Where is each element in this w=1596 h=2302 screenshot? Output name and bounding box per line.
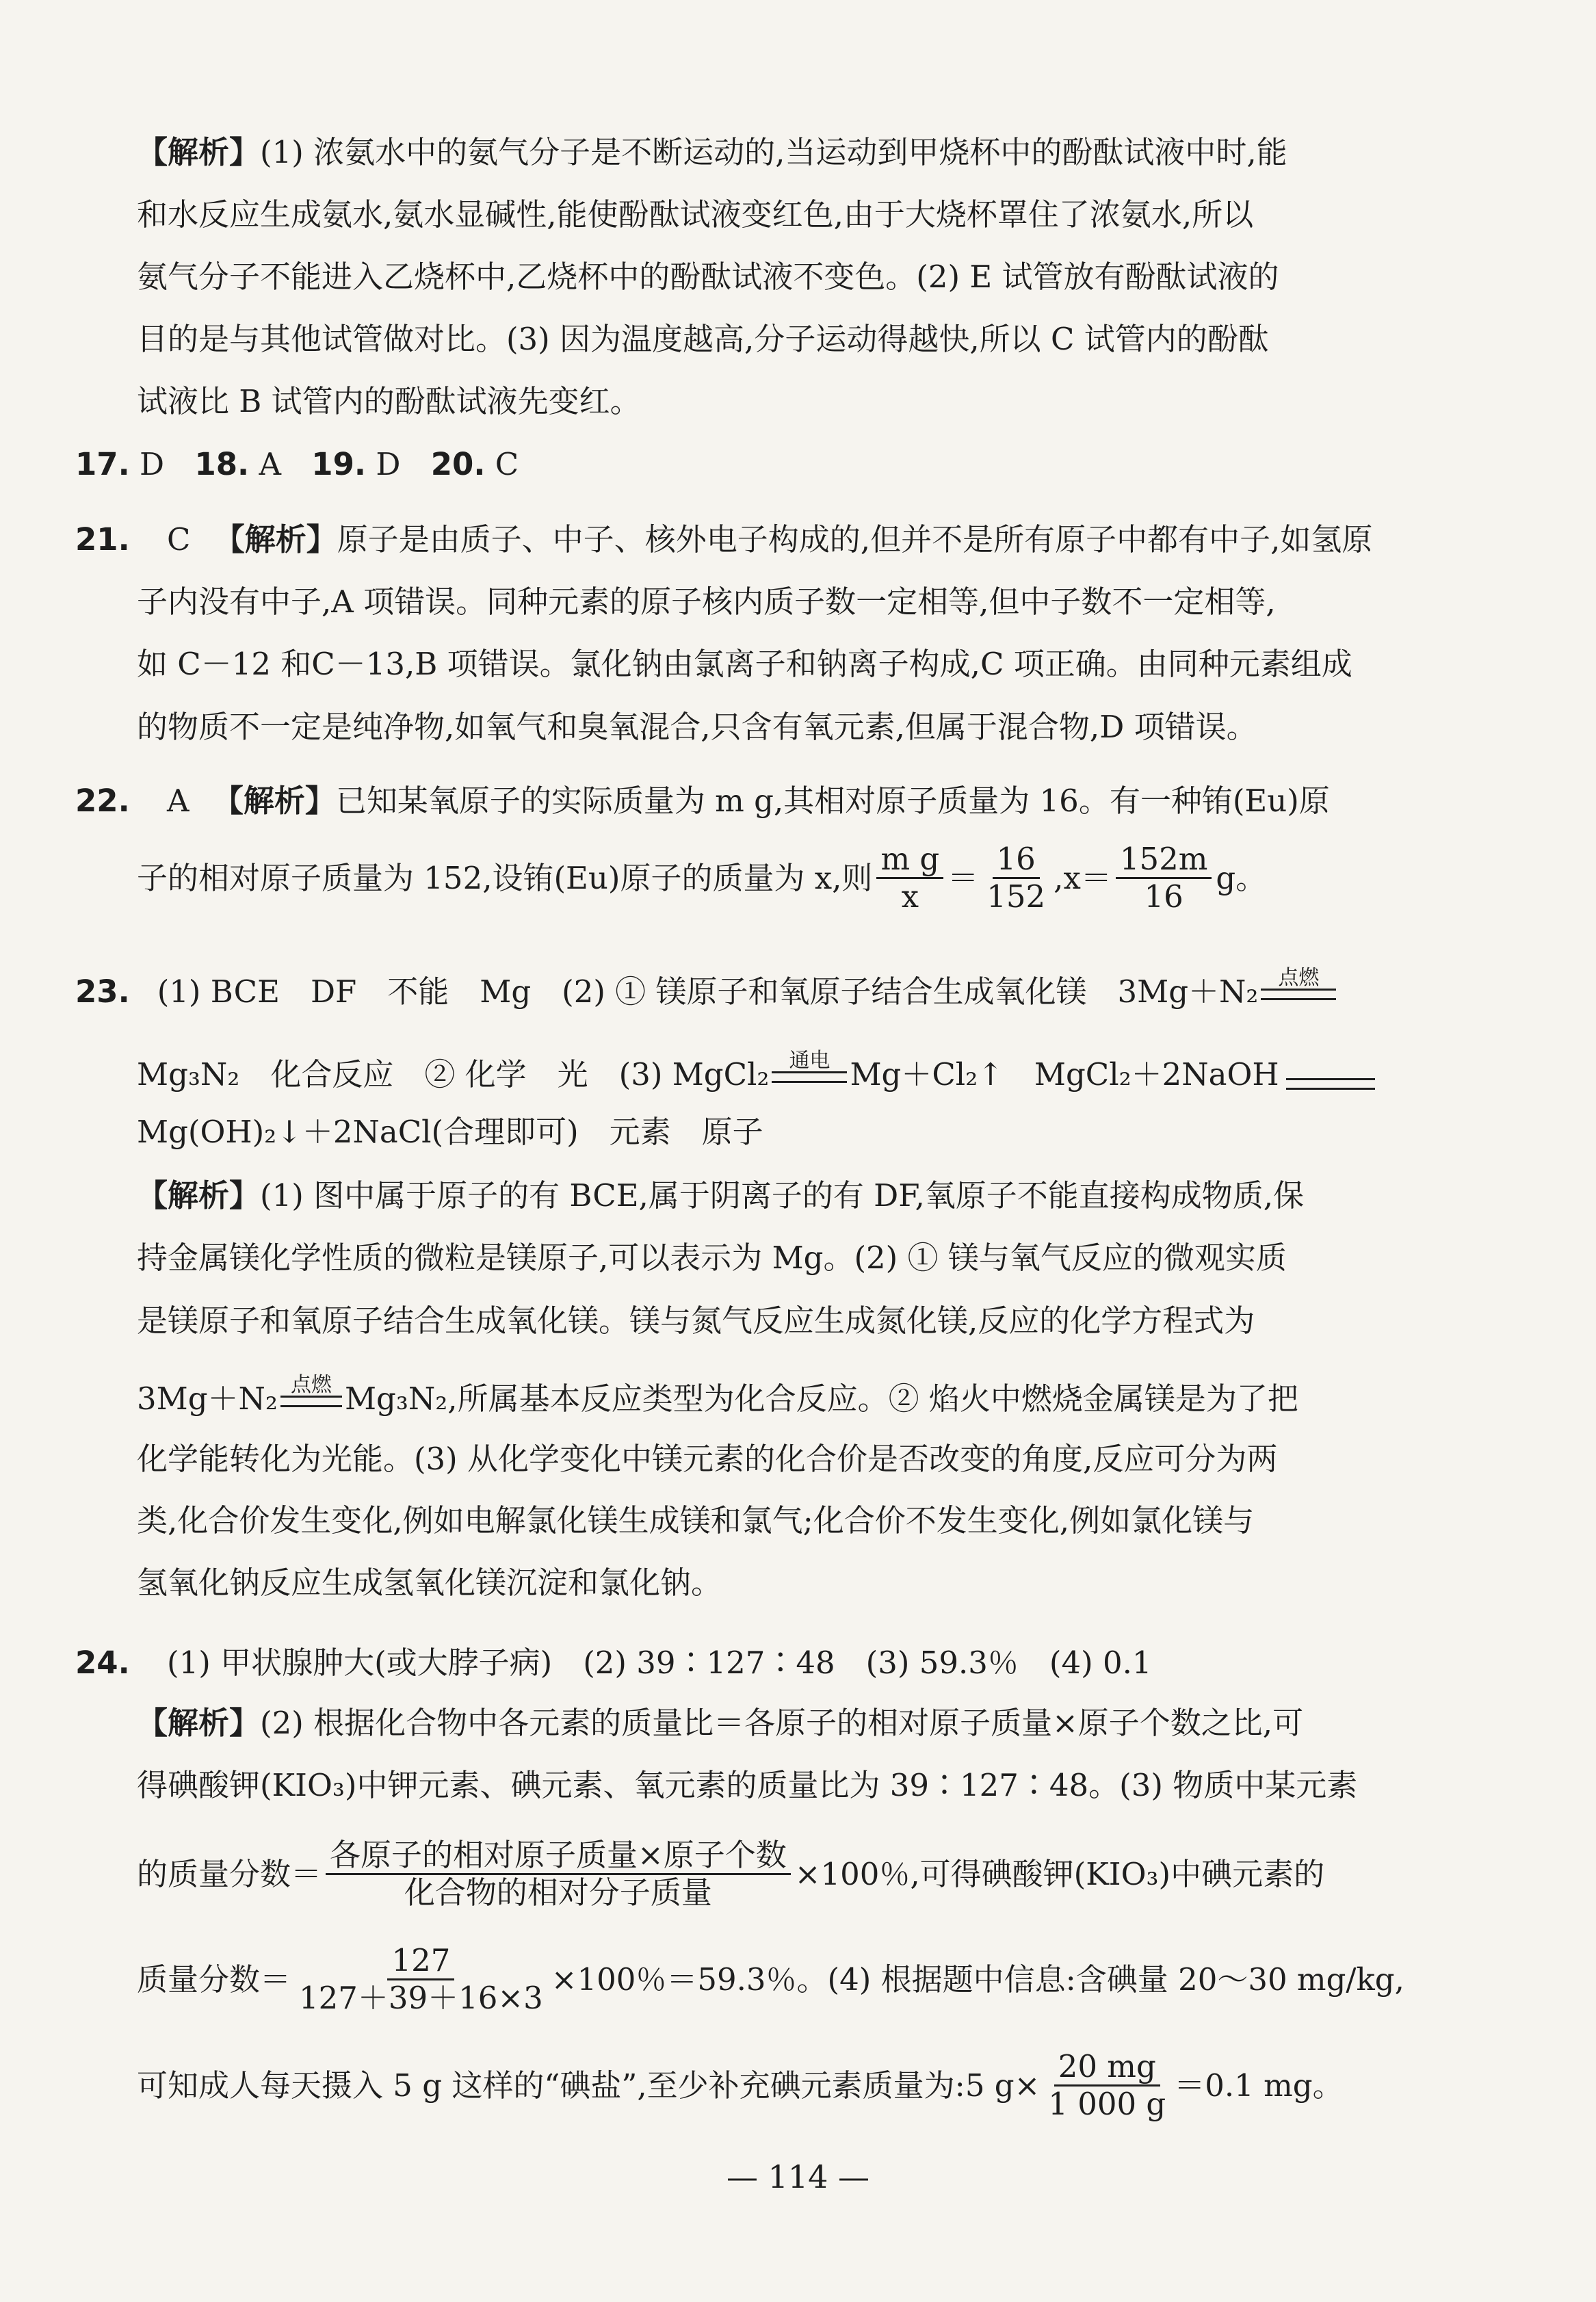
text-line: 氢氧化钠反应生成氢氧化镁沉淀和氯化钠。 — [137, 1565, 722, 1601]
analysis-label: 【解析】 — [137, 1705, 261, 1741]
question-number: 22. — [75, 783, 130, 819]
text-segment: ×100％,可得碘酸钾(KIO₃)中碘元素的 — [794, 1855, 1325, 1892]
answer-line: (1) 甲状腺肿大(或大脖子病) (2) 39∶127∶48 (3) 59.3％ (4) 0.1 — [167, 1645, 1152, 1681]
fraction: $\frac{20 mg}{1 000 g}$ — [1048, 2048, 1166, 2122]
analysis-label: 【解析】 — [213, 521, 337, 558]
answer: C — [167, 521, 191, 558]
text-segment: 质量分数＝ — [137, 1961, 291, 1998]
text-line: 是镁原子和氧原子结合生成氧化镁。镁与氮气反应生成氮化镁,反应的化学方程式为 — [137, 1303, 1255, 1339]
question-number: 18. — [194, 446, 250, 482]
text-line: 氨气分子不能进入乙烧杯中,乙烧杯中的酚酞试液不变色。(2) E 试管放有酚酞试液的 — [137, 259, 1279, 295]
answer: A — [259, 446, 281, 482]
question-number: 21. — [75, 521, 130, 558]
question-number: 24. — [75, 1645, 130, 1681]
text-line: 的物质不一定是纯净物,如氧气和臭氧混合,只含有氧元素,但属于混合物,D 项错误。 — [137, 709, 1257, 745]
text-line: 化学能转化为光能。(3) 从化学变化中镁元素的化合价是否改变的角度,反应可分为两 — [137, 1441, 1278, 1477]
answer-page: 【解析】(1) 浓氨水中的氨气分子是不断运动的,当运动到甲烧杯中的酚酞试液中时,能 和水反应生成氨水,氨水显碱性,能使酚酞试液变红色,由于大烧杯罩住了浓氨水,所以 氨气分子不能进入乙烧杯中,乙烧杯中的酚酞试液不变色。(2) E 试管放有酚酞试液的 目的是与其他试管做对比。(3) 因为温度越高,分子运动得越快,所以 C 试管内的酚酞 试液比 B 试管内的酚酞试液先变红。 17. D 18. A 19. D 20. C 21. C 【解析】原子是由质子、中子、核外电子构成的,但并不是所有原子中都有中子,如氢原 子内没有中子,A 项错误。同种元素的原子核内质子数一定相等,但中子数不一定相等, 如 C－12 和C－13,B 项错误。氯化钠由氯离子和钠离子构成,C 项正确。由同种元素组成 的物质不一定是纯净物,如氧气和臭氧混合,只含有氧元素,但属于混合物,D 项错误。 22. A 【解析】已知某氧原子的实际质量为 m g,其相对原子质量为 16。有一种铕(Eu)原 子的相对原子质量为 152,设铕(Eu)原子的质量为 x,则 $\frac{\text{m g}}{x}$ ＝ $\frac{16}{152}$ ,x＝ $\frac{152m}{16}$ g。 23. (1) BCE DF 不能 Mg (2) ① 镁原子和氧原子结合生成氧化镁 3Mg＋N₂ 点燃 Mg₃N₂ 化合反应 ② 化学 光 (3) MgCl₂ 通电 Mg＋Cl₂↑ MgCl₂＋2NaOH Mg(OH)₂↓＋2NaCl(合理即可) 元素 原子 【解析】(1) 图中属于原子的有 BCE,属于阴离子的有 DF,氧原子不能直接构成物质,保 持金属镁化学性质的微粒是镁原子,可以表示为 Mg。(2) ① 镁与氧气反应的微观实质 是镁原子和氧原子结合生成氧化镁。镁与氮气反应生成氮化镁,反应的化学方程式为 3Mg＋N₂ 点燃 Mg₃N₂,所属基本反应类型为化合反应。② 焰火中燃烧金属镁是为了把 化学能转化为光能。(3) 从化学变化中镁元素的化合价是否改变的角度,反应可分为两 类,化合价发生变化,例如电解氯化镁生成镁和氯气;化合价不发生变化,例如氯化镁与 氢氧化钠反应生成氢氧化镁沉淀和氯化钠。 24. (1) 甲状腺肿大(或大脖子病) (2) 39∶127∶48 (3) 59.3％ (4) 0.1 【解析】(2) 根据化合物中各元素的质量比＝各原子的相对原子质量×原子个数之比,可 得碘酸钾(KIO₃)中钾元素、碘元素、氧元素的质量比为 39∶127∶48。(3) 物质中某元素 的质量分数＝ $\frac{\text{各原子的相对原子质量×原子个数}}{\text{化合物的相对分子质量}}$ ×100％,可得碘酸钾(KIO₃)中碘元素的 质量分数＝ $\frac{127}{127+39+16\times 3}$ ×100％＝59.3％。(4) 根据题中信息:含碘量 20～30 mg/kg, 可知成人每天摄入 5 g 这样的“碘盐”,至少补充碘元素质量为:5 g× $\frac{20 mg}{1 000 g}$ ＝0.1 mg。 — 114 — — [0, 0, 1596, 2302]
answer-line: Mg＋Cl₂↑ MgCl₂＋2NaOH — [850, 1056, 1279, 1093]
text-line: 如 C－12 和C－13,B 项错误。氯化钠由氯离子和钠离子构成,C 项正确。由同种元素组成 — [137, 646, 1352, 682]
analysis-label: 【解析】 — [137, 1177, 261, 1214]
text-segment: Mg₃N₂,所属基本反应类型为化合反应。② 焰火中燃烧金属镁是为了把 — [344, 1381, 1298, 1417]
text-line: 类,化合价发生变化,例如电解氯化镁生成镁和氯气;化合价不发生变化,例如氯化镁与 — [137, 1502, 1255, 1539]
page-number: — 114 — — [726, 2158, 870, 2195]
answer: C — [495, 446, 519, 482]
reaction-condition: 通电 — [772, 1051, 847, 1090]
answer: D — [376, 446, 401, 482]
text-line: (1) 图中属于原子的有 BCE,属于阴离子的有 DF,氧原子不能直接构成物质,保 — [260, 1177, 1305, 1214]
answer-line: Mg₃N₂ 化合反应 ② 化学 光 (3) MgCl₂ — [137, 1056, 770, 1093]
equals-sign — [1286, 1078, 1375, 1090]
question-number: 23. — [75, 973, 130, 1010]
reaction-condition: 点燃 — [280, 1375, 342, 1414]
text-segment: 可知成人每天摄入 5 g 这样的“碘盐”,至少补充碘元素质量为:5 g× — [137, 2067, 1041, 2104]
text-line: 已知某氧原子的实际质量为 m g,其相对原子质量为 16。有一种铕(Eu)原 — [335, 783, 1330, 819]
fraction: $\frac{\text{m g}}{x}$ — [876, 841, 943, 915]
fraction: $\frac{16}{152}$ — [986, 841, 1046, 915]
text-segment: 子的相对原子质量为 152,设铕(Eu)原子的质量为 x,则 — [137, 859, 873, 896]
text-line: 原子是由质子、中子、核外电子构成的,但并不是所有原子中都有中子,如氢原 — [337, 521, 1373, 558]
analysis-label: 【解析】 — [212, 783, 336, 819]
question-number: 20. — [430, 446, 486, 482]
answer: A — [167, 783, 189, 819]
question-number: 19. — [311, 446, 366, 482]
fraction: $\frac{\text{各原子的相对原子质量×原子个数}}{\text{化合物的相对分子质量}}$ — [326, 1837, 791, 1911]
text-segment: ＝0.1 mg。 — [1174, 2067, 1344, 2104]
text-line: (1) 浓氨水中的氨气分子是不断运动的,当运动到甲烧杯中的酚酞试液中时,能 — [260, 134, 1287, 170]
q17-20-answers — [75, 446, 519, 482]
analysis-label: 【解析】 — [137, 134, 261, 170]
text-line: (2) 根据化合物中各元素的质量比＝各原子的相对原子质量×原子个数之比,可 — [260, 1705, 1304, 1741]
reaction-condition: 点燃 — [1261, 968, 1336, 1007]
text-line: 目的是与其他试管做对比。(3) 因为温度越高,分子运动得越快,所以 C 试管内的酚酞 — [137, 321, 1269, 357]
question-number: 17. — [75, 446, 130, 482]
answer: D — [140, 446, 165, 482]
text-line: 试液比 B 试管内的酚酞试液先变红。 — [137, 383, 641, 419]
text-line: 持金属镁化学性质的微粒是镁原子,可以表示为 Mg。(2) ① 镁与氧气反应的微观实质 — [137, 1240, 1287, 1276]
text-line: 得碘酸钾(KIO₃)中钾元素、碘元素、氧元素的质量比为 39∶127∶48。(3) 物质中某元素 — [137, 1767, 1358, 1803]
answer-line: Mg(OH)₂↓＋2NaCl(合理即可) 元素 原子 — [137, 1114, 763, 1150]
fraction: $\frac{127}{127+39+16\times 3}$ — [299, 1942, 543, 2016]
text-line: 和水反应生成氨水,氨水显碱性,能使酚酞试液变红色,由于大烧杯罩住了浓氨水,所以 — [137, 196, 1254, 233]
text-line: 子内没有中子,A 项错误。同种元素的原子核内质子数一定相等,但中子数不一定相等, — [137, 584, 1276, 620]
answer-line: (1) BCE DF 不能 Mg (2) ① 镁原子和氧原子结合生成氧化镁 3Mg＋N₂ — [157, 973, 1259, 1010]
text-segment: ×100％＝59.3％。(4) 根据题中信息:含碘量 20～30 mg/kg, — [551, 1961, 1404, 1998]
text-segment: 3Mg＋N₂ — [137, 1381, 278, 1417]
text-segment: 的质量分数＝ — [137, 1855, 322, 1892]
fraction: $\frac{152m}{16}$ — [1116, 841, 1212, 915]
